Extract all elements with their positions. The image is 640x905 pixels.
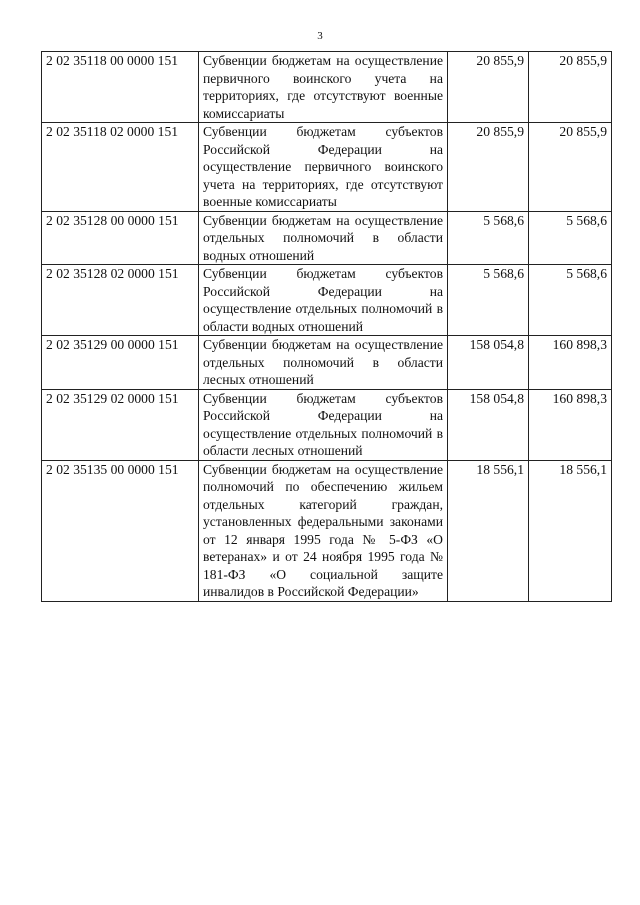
table-row xyxy=(42,460,612,601)
amount-col-1: 158 054,8 xyxy=(448,389,529,460)
budget-code: 2 02 35128 02 0000 151 xyxy=(42,265,199,336)
budget-code: 2 02 35128 00 0000 151 xyxy=(42,211,199,265)
table-row xyxy=(42,389,612,460)
page-number: 3 xyxy=(317,30,323,42)
amount-col-1: 158 054,8 xyxy=(448,336,529,390)
budget-description: Субвенции бюджетам на осуществление отдельных полномочий в области водных отношений xyxy=(199,211,448,265)
amount-col-1: 18 556,1 xyxy=(448,460,529,601)
table-row xyxy=(42,52,612,123)
amount-col-2: 5 568,6 xyxy=(529,211,612,265)
amount-col-1: 5 568,6 xyxy=(448,265,529,336)
budget-description: Субвенции бюджетам субъектов Российской Федерации на осуществление отдельных полномочий в области водных отношений xyxy=(199,265,448,336)
budget-description: Субвенции бюджетам на осуществление первичного воинского учета на территориях, где отсутствуют военные комиссариаты xyxy=(199,52,448,123)
amount-col-2: 20 855,9 xyxy=(529,123,612,212)
amount-col-1: 5 568,6 xyxy=(448,211,529,265)
amount-col-2: 20 855,9 xyxy=(529,52,612,123)
amount-col-1: 20 855,9 xyxy=(448,52,529,123)
budget-table xyxy=(41,51,612,602)
budget-code: 2 02 35129 00 0000 151 xyxy=(42,336,199,390)
amount-col-2: 5 568,6 xyxy=(529,265,612,336)
budget-description: Субвенции бюджетам субъектов Российской Федерации на осуществление первичного воинского учета на территориях, где отсутствуют военные комиссариаты xyxy=(199,123,448,212)
table-row xyxy=(42,211,612,265)
amount-col-2: 160 898,3 xyxy=(529,389,612,460)
budget-code: 2 02 35129 02 0000 151 xyxy=(42,389,199,460)
table-row xyxy=(42,123,612,212)
budget-description: Субвенции бюджетам на осуществление полномочий по обеспечению жильем отдельных категорий граждан, установленных федеральными законами от 12 января 1995 года № 5-ФЗ «О ветеранах» и от 24 ноября 1995 года № 181-ФЗ «О социальной защите инвалидов в Российской Федерации» xyxy=(199,460,448,601)
budget-code: 2 02 35118 02 0000 151 xyxy=(42,123,199,212)
amount-col-2: 160 898,3 xyxy=(529,336,612,390)
budget-description: Субвенции бюджетам субъектов Российской Федерации на осуществление отдельных полномочий в области лесных отношений xyxy=(199,389,448,460)
amount-col-1: 20 855,9 xyxy=(448,123,529,212)
table-row xyxy=(42,265,612,336)
budget-description: Субвенции бюджетам на осуществление отдельных полномочий в области лесных отношений xyxy=(199,336,448,390)
budget-code: 2 02 35135 00 0000 151 xyxy=(42,460,199,601)
amount-col-2: 18 556,1 xyxy=(529,460,612,601)
table-row xyxy=(42,336,612,390)
budget-code: 2 02 35118 00 0000 151 xyxy=(42,52,199,123)
